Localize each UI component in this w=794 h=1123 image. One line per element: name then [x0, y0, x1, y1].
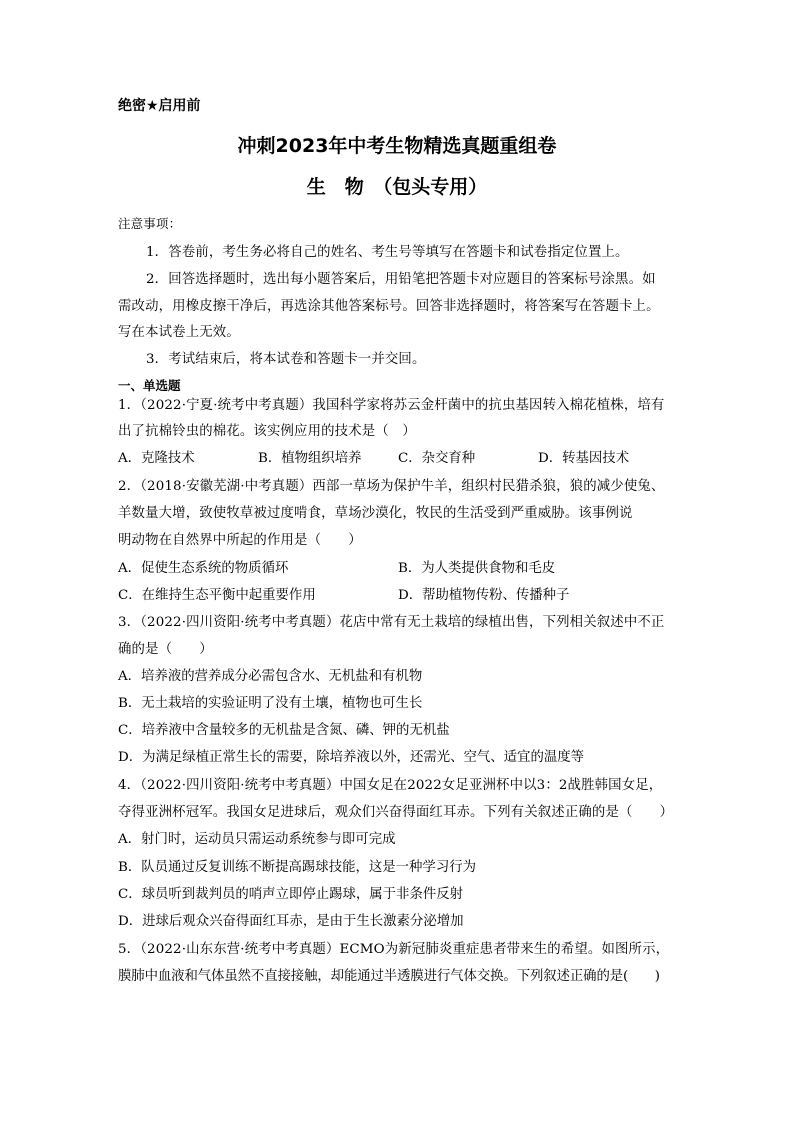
question-2-text: 明动物在自然界中所起的作用是（ ） [118, 533, 362, 548]
question-4-option-c: C．球员听到裁判员的哨声立即停止踢球，属于非条件反射 [118, 887, 464, 902]
question-4-option-a: A．射门时，运动员只需运动系统参与即可完成 [118, 832, 396, 847]
question-2-option-b: B．为人类提供食物和毛皮 [398, 561, 556, 576]
question-1-text: 1．（2022·宁夏·统考中考真题）我国科学家将苏云金杆菌中的抗虫基因转入棉花植株，培有 [118, 398, 665, 413]
exam-subtitle: 生 物 （包头专用） [306, 176, 488, 198]
question-3-text: 3．（2022·四川资阳·统考中考真题）花店中常有无土栽培的绿植出售，下列相关叙述中不正 [118, 615, 665, 630]
question-3-text: 确的是（ ） [118, 642, 213, 657]
question-1-option-a: A．克隆技术 [118, 451, 195, 466]
notice-label: 注意事项： [118, 216, 182, 231]
question-1-option-b: B．植物组织培养 [258, 451, 362, 466]
notice-line: 2．回答选择题时，选出每小题答案后，用铅笔把答题卡对应题目的答案标号涂黑。如 [146, 272, 656, 287]
question-2-text: 2．（2018·安徽芜湖·中考真题）西部一草场为保护牛羊，组织村民猎杀狼，狼的减少使兔、 [118, 479, 665, 494]
notice-line: 需改动，用橡皮擦干净后，再选涂其他答案标号。回答非选择题时，将答案写在答题卡上。 [118, 299, 660, 314]
question-4-option-d: D．进球后观众兴奋得面红耳赤，是由于生长激素分泌增加 [118, 914, 464, 929]
question-3-option-a: A．培养液的营养成分必需包含水、无机盐和有机物 [118, 669, 423, 684]
question-1-option-d: D．转基因技术 [538, 451, 630, 466]
question-4-text: 4．（2022·四川资阳·统考中考真题）中国女足在2022女足亚洲杯中以3：2战胜韩国女足， [118, 778, 663, 793]
question-1-option-c: C．杂交育种 [398, 451, 476, 466]
question-3-option-b: B．无土栽培的实验证明了没有土壤，植物也可生长 [118, 696, 423, 711]
question-1-text: 出了抗棉铃虫的棉花。该实例应用的技术是（ ） [118, 424, 416, 439]
question-3-option-d: D．为满足绿植正常生长的需要，除培养液以外，还需光、空气、适宜的温度等 [118, 750, 585, 765]
secret-label: 绝密★启用前 [118, 98, 201, 114]
question-3-option-c: C．培养液中含量较多的无机盐是含氮、磷、钾的无机盐 [118, 723, 450, 738]
question-2-option-a: A．促使生态系统的物质循环 [118, 561, 289, 576]
question-2-option-d: D．帮助植物传粉、传播种子 [398, 588, 570, 603]
question-2-option-c: C．在维持生态平衡中起重要作用 [118, 588, 316, 603]
question-4-text: 夺得亚洲杯冠军。我国女足进球后，观众们兴奋得面红耳赤。下列有关叙述正确的是（ ） [118, 805, 674, 820]
section-heading: 一、单选题 [118, 378, 181, 393]
notice-line: 3．考试结束后，将本试卷和答题卡一并交回。 [146, 352, 426, 367]
notice-line: 1．答卷前，考生务必将自己的姓名、考生号等填写在答题卡和试卷指定位置上。 [146, 245, 629, 260]
question-4-option-b: B．队员通过反复训练不断提高踢球技能，这是一种学习行为 [118, 860, 476, 875]
question-5-text: 膜肺中血液和气体虽然不直接接触，却能通过半透膜进行气体交换。下列叙述正确的是( ) [118, 969, 660, 984]
exam-title: 冲刺2023年中考生物精选真题重组卷 [237, 135, 557, 157]
question-5-text: 5．（2022·山东东营·统考中考真题）ECMO为新冠肺炎重症患者带来生的希望。如图所示， [118, 942, 670, 957]
question-2-text: 羊数量大增，致使牧草被过度啃食，草场沙漠化，牧民的生活受到严重威胁。该事例说 [118, 506, 633, 521]
notice-line: 写在本试卷上无效。 [118, 325, 240, 340]
